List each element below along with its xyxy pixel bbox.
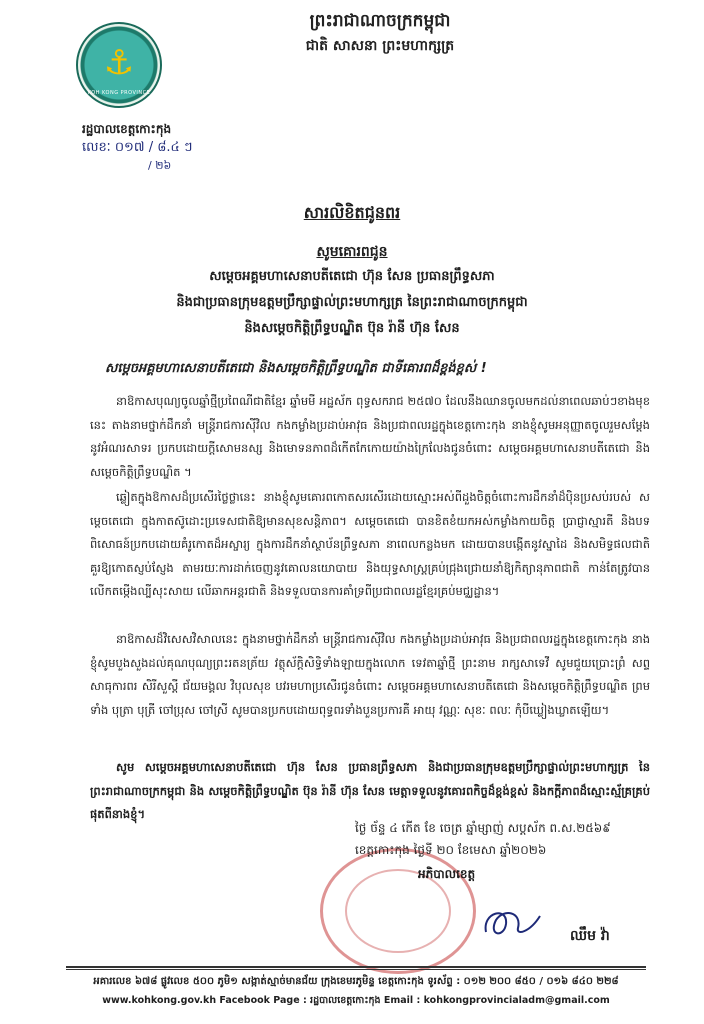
body-paragraph-3: នាឱកាសដ៏វិសេសវិសាលនេះ ក្នុងនាមថ្នាក់ដឹកនាំ មន្ត្រីរាជការស៊ីវិល កងកម្លាំងប្រដាប់អាវុធ និងប្រជាពលរដ្ឋក្នុងខេត្តកោះកុង នាងខ្ញុំសូមបួងសួងដល់គុណបុណ្យព្រះរតនត្រ័យ វត្ថុស័ក្តិសិទ្ធិទាំងឡាយក្នុងលោក ទេវតាឆ្នាំថ្មី ព្រះនាម រាក្សសាទេវី សូមជួយប្រោះព្រំ សព្ទសាធុការពរ សិរីសួស្តី ជ័យមង្គល វិបុលសុខ បវរមហាប្រសើរជូនចំពោះ សម្តេចអគ្គមហាសេនាបតីតេជោ និងសម្តេចកិត្តិព្រឹទ្ធបណ្ឌិត ព្រមទាំង បុត្រា បុត្រី ចៅប្រុស ចៅស្រី សូមបានប្រកបដោយពុទ្ធពរទាំងបួនប្រការគឺ អាយុ វណ្ណៈ សុខៈ ពលៈ កុំបីឃ្លៀងឃ្លាតឡើយ។ — [90, 632, 650, 717]
body-paragraph-1: នាឱកាសបុណ្យចូលឆ្នាំថ្មីប្រពៃណីជាតិខ្មែរ ឆ្នាំមមី អដ្ឋស័ក ពុទ្ធសករាជ ២៥៧០ ដែលនឹងឈានចូលមកដល់នាពេលឆាប់ៗខាងមុខនេះ តាងនាមថ្នាក់ដឹកនាំ មន្ត្រីរាជការស៊ីវិល កងកម្លាំងប្រដាប់អាវុធ និងប្រជាពលរដ្ឋក្នុងខេត្តកោះកុង នាងខ្ញុំសូមអនុញ្ញាតចូលរួមសម្តែងនូវអំណរសាទរ ប្រកបដោយក្តីសោមនស្ស និងមោទនភាពដ៏កើតកែកោយយ៉ាងក្រៃលែងជូនចំពោះ សម្តេចអគ្គមហាសេនាបតីតេជោ និង សម្តេចកិត្តិព្រឹទ្ធបណ្ឌិត ។ — [90, 394, 650, 479]
reference-number: លេខៈ ០១៧ / ៨.៤ ៗ — [82, 140, 193, 155]
body-paragraph-4: សូម សម្តេចអគ្គមហាសេនាបតីតេជោ ហ៊ុន សែន ប្រធានព្រឹទ្ធសភា និងជាប្រធានក្រុមឧត្តមប្រឹក្សាផ្ទាល់ព្រះមហាក្សត្រ នៃព្រះរាជាណាចក្រកម្ពុជា និង សម្តេចកិត្តិព្រឹទ្ធបណ្ឌិត ប៊ុន រ៉ានី ហ៊ុន សែន មេត្តាទទួលនូវគោរពកិច្ចដ៏ខ្ពង់ខ្ពស់ និងកក្តីភាពដ៏ស្មោះស្ម័គ្រគ្រប់ផុតពីនាងខ្ញុំ។ — [90, 760, 650, 821]
seal-text: KOH KONG PROVINCE — [87, 90, 151, 96]
kingdom-heading: ព្រះរាជាណាចក្រកម្ពុជា — [309, 11, 451, 31]
signer-name: ឈឹម វ៉ា — [570, 928, 610, 944]
body-paragraph-2: ឆ្លៀតក្នុងឱកាសដ៏ប្រសើរថ្លៃថ្លានេះ នាងខ្ញុំសូមគោរពកោតសរសើរដោយស្មោះអស់ពីដួងចិត្តចំពោះការដឹកនាំដ៏ប៉ិនប្រសប់របស់ សម្តេចតេជោ ក្នុងកាតស៊ូដោះប្រទេសជាតិឱ្យមានសុខសន្តិភាព។ សម្តេចតេជោ បានខិតខំយកអស់កម្លាំងកាយចិត្ត ប្រាជ្ញាស្មារតី និងបទពិសោធន៍ប្រកបដោយគំរូកោតដ៏អស្ចារ្យ ក្នុងការដឹកនាំស្ថាប័នព្រឹទ្ធសភា នាពេលកន្លងមក ដោយបានបង្កើតនូវស្នាដៃ និងសមិទ្ធផលជាតិគួរឱ្យកោតស្ញប់ស្ញែង តាមរយៈការដាក់ចេញនូវគោលនយោបាយ និងយុទ្ធសាស្ត្រគ្រប់ជ្រុងជ្រោយនាំឱ្យកិត្យានុភាពជាតិ កាន់តែត្រូវបានលើកតម្កើងល្បីសុះសាយ លើឆាកអន្តរជាតិ និងទទួលបានការគាំទ្រពីប្រជាពលរដ្ឋខ្មែរគ្រប់មជ្ឈដ្ឋាន។ — [90, 490, 650, 598]
signer-title: អភិបាលខេត្ត — [418, 867, 476, 881]
address-line-3: និងជាប្រធានក្រុមឧត្តមប្រឹក្សាផ្ទាល់ព្រះមហាក្សត្រ នៃព្រះរាជាណាចក្រកម្ពុជា — [176, 295, 528, 310]
national-motto: ជាតិ សាសនា ព្រះមហាក្សត្រ — [305, 38, 455, 54]
footer-divider-thin — [66, 969, 646, 970]
footer-contacts: www.kohkong.gov.kh Facebook Page : រដ្ឋបាលខេត្តកោះកុង Email : kohkongprovincialadm@gmail.com — [102, 995, 610, 1006]
document-title: សារលិខិតជូនពរ — [303, 203, 401, 222]
anchor-icon: ⚓ — [103, 43, 135, 83]
footer-address: អគារលេខ ៦៧៨ ផ្លូវលេខ ៥០០ ភូមិ១ សង្កាត់ស្មាច់មានជ័យ ក្រុងខេមរភូមិន្ទ ខេត្តកោះកុង ទូរស័ព្ទ : ០១២ ២០០ ៨៥០ / ០១៦ ៨៤០ ២២៨ — [93, 976, 619, 987]
address-line-1: សូមគោរពជូន — [316, 244, 388, 260]
signature-mark — [478, 902, 548, 942]
administration-name: រដ្ឋបាលខេត្តកោះកុង — [82, 122, 172, 136]
address-line-2: សម្តេចអគ្គមហាសេនាបតីតេជោ ហ៊ុន សែន ប្រធានព្រឹទ្ធសភា — [209, 269, 495, 284]
reference-sub: / ២៦ — [148, 159, 172, 172]
salutation: សម្តេចអគ្គមហាសេនាបតីតេជោ និងសម្តេចកិត្តិព្រឹទ្ធបណ្ឌិត ជាទីគោរពដ៏ខ្ពង់ខ្ពស់ ! — [105, 361, 487, 376]
lunar-date: ថ្ងៃ ច័ន្ទ ៤ កើត ខែ ចេត្រ ឆ្នាំម្សាញ់ សប្តស័ក ព.ស.២៥៦៩ — [355, 821, 611, 835]
solar-date: ខេត្តកោះកុង ថ្ងៃទី ២០ ខែមេសា ឆ្នាំ២០២៦ — [355, 843, 547, 857]
provincial-seal-logo — [76, 22, 162, 108]
footer-divider — [66, 966, 646, 968]
address-line-4: និងសម្តេចកិត្តិព្រឹទ្ធបណ្ឌិត ប៊ុន រ៉ានី ហ៊ុន សែន — [244, 321, 460, 336]
